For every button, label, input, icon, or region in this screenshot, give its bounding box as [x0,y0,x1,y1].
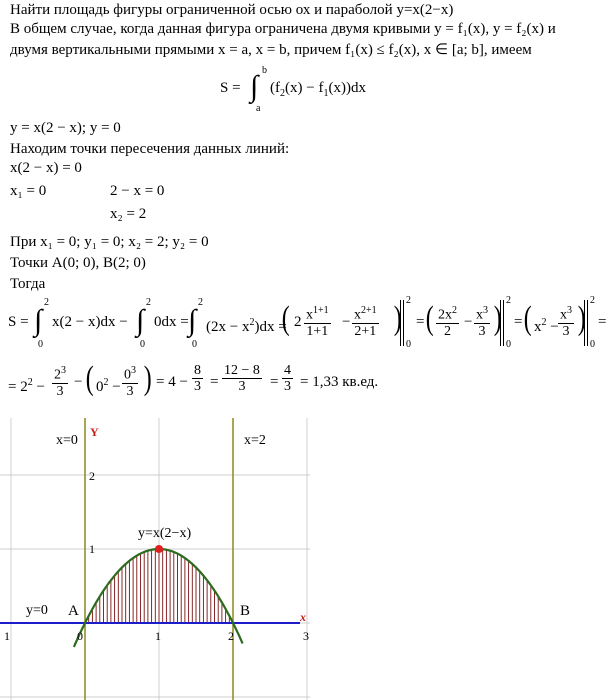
tick-x-2: 2 [228,629,234,643]
points-line: Точки A(0; 0), B(2; 0) [10,255,146,271]
tick-x-neg1: 1 [4,629,10,643]
tick-x-0: 0 [77,629,83,643]
intro-and: и [547,21,556,37]
intro-line-1 [10,21,556,38]
axis-x-label: x [300,610,306,624]
intro-line-2 [10,42,532,59]
equation-x1: x₁ = 0 [10,183,47,199]
label-y0: y=0 [26,603,48,618]
label-x2: x=2 [244,433,266,448]
label-x0: x=0 [56,433,78,448]
area-result: = $2^2$ − $2^3$ 3 − ( $0^2$ − $0^3$ 3 ) = 4 − 8 3 = 12 − 8 3 = 4 3 = 1,33 кв.ед. [8,360,379,399]
tick-y-2: 2 [89,469,95,483]
general-formula: S = ∫ b a $(f_2(x) - f_1(x))dx$ [220,65,366,114]
intro-curves: y = f₁(x), y = f₂(x) [434,21,545,37]
find-points-heading: Находим точки пересечения данных линий: [10,141,290,157]
tick-y-1: 1 [89,542,95,556]
problem-title: Найти площадь фигуры ограниченной осью ох и параболой y=x(2−x) [10,2,454,18]
point-A-label: A [68,603,79,619]
tick-x-1: 1 [155,629,161,643]
vertex-point [155,545,163,553]
point-B-label: B [240,603,251,619]
when-line: При x₁ = 0; y₁ = 0; x₂ = 2; y₂ = 0 [10,234,209,250]
intro-condition: f₁(x) ≤ f₂(x), x ∈ [a; b], [345,42,488,58]
area-formula: S = ∫ 2 0 x(2 − x)dx − ∫ 2 0 0dx = ∫ 2 0 $(2x - x^2)dx$ = ( 2 $x^{1+1}$ 1+1 − $x^{2+1}$ 2+1 ) 2 0 = ( $2x^2$ 2 − $x^3$ 3 ) 2 0 = ( $x^2$ − $x^3$ 3 ) 2 0 = [8,295,607,350]
hatched-area [89,549,230,623]
equation-2-minus-x: 2 − x = 0 [110,183,165,199]
tick-x-3: 3 [303,629,309,643]
intro-vertical-lines: x = a, x = b, [218,42,291,58]
equation-x2: x₂ = 2 [110,206,147,222]
equations-line: y = x(2 − x); y = 0 [10,120,121,136]
intro-text-1: В общем случае, когда данная фигура ограничена двумя кривыми [10,21,431,37]
intro-text-2: двумя вертикальными прямыми [10,42,215,58]
then-label: Тогда [10,276,46,292]
label-curve: y=x(2−x) [138,526,192,541]
intro-cond-pre: причем [294,42,342,58]
equation-main: x(2 − x) = 0 [10,160,82,176]
parabola-graph [0,418,614,700]
intro-end: имеем [491,42,532,58]
axis-y-label: Y [90,425,99,439]
